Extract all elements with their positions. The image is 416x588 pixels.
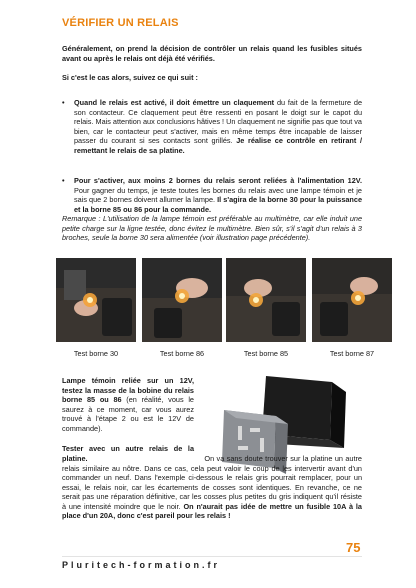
photo-caption: Test borne 86 bbox=[159, 349, 205, 358]
bullet-marker: • bbox=[62, 176, 65, 185]
bullet-1-paragraph bbox=[74, 98, 362, 155]
photo-test-borne-86 bbox=[142, 258, 222, 342]
lead-sentence: Si c'est le cas alors, suivez ce qui suit : bbox=[62, 73, 198, 82]
photo-caption: Test borne 30 bbox=[73, 349, 119, 358]
bullet-1-bold-b: Je réalise ce contrôle en retirant / remettant le relais de sa platine. bbox=[74, 136, 362, 155]
relay-photo-icon bbox=[312, 258, 392, 342]
relay-photo-icon bbox=[226, 258, 306, 342]
bullet-2-bold-a: Pour s'activer, aux moins 2 bornes du relais seront reliées à l'alimentation 12V. bbox=[74, 176, 362, 185]
intro-paragraph: Généralement, on prend la décision de contrôler un relais quand les fusibles situés avant ou après le relais ont déjà été vérifiés. bbox=[62, 44, 362, 63]
photo-test-borne-87 bbox=[312, 258, 392, 342]
page-number: 75 bbox=[346, 540, 361, 555]
bullet-2-text: Pour gagner du temps, je teste toutes les bornes du relais avec une lampe témoin et je sais que 2 bornes doivent allumer la lampe. bbox=[74, 185, 362, 204]
swap-test-paragraph bbox=[62, 454, 362, 521]
swap-text: On va sans doute trouver sur la platine un autre relais similaire au nôtre. Dans ce cas, cela peut valoir le coup de les intervertir avant d'un commander un neuf. Dans l'exemple ci-dessous le relais gris pourrait remplacer, pour un essai, le relais noir, car les écartements de cosses sont identiques. En revanche, ce ne serait pas une réparation définitive, car les cosses plus petites du gris indiquent qu'il résiste à une intensité moindre que le noir. bbox=[62, 454, 362, 511]
photo-caption: Test borne 85 bbox=[243, 349, 289, 358]
bullet-2-bold-b: Il s'agira de la borne 30 pour la puissance et la borne 85 ou 86 pour la commande. bbox=[74, 195, 363, 214]
remark-paragraph: Remarque : L'utilisation de la lampe témoin est préférable au multimètre, car elle induit une petite charge sur la ligne testée, donc évitez le multimètre. Bien sûr, s'il s'agit d'un relais à 3 broches, seule la borne 30 sera alimentée (voir illustration page précédente). bbox=[62, 214, 362, 242]
photo-test-borne-30 bbox=[56, 258, 136, 342]
swap-bold-b: On n'aurait pas idée de mettre un fusible 10A à la place d'un 20A, donc c'est pareil pour les relais ! bbox=[62, 501, 362, 520]
relay-photo-icon bbox=[56, 258, 136, 342]
bullet-marker: • bbox=[62, 98, 65, 107]
relay-photo-icon bbox=[142, 258, 222, 342]
photo-test-borne-85 bbox=[226, 258, 306, 342]
lamp-bold: Lampe témoin reliée sur un 12V, testez la masse de la bobine du relais borne 85 ou 86 bbox=[62, 376, 194, 404]
photo-caption: Test borne 87 bbox=[329, 349, 375, 358]
swap-bold: Tester avec un autre relais de la platine. bbox=[62, 444, 194, 463]
bullet-1-text: du fait de la fermeture de son contacteur. Ce claquement peut être ressenti en posant le doigt sur le capot du relais. Mais attention aux conclusions hâtives ! Un claquement ne signifie pas que tout va bien, car le contacteur peut s'activer, mais en même temps être incapable de laisser passer du courant si ses contacts sont grillés. bbox=[74, 98, 363, 145]
footer-divider bbox=[62, 556, 362, 557]
lamp-text: (en réalité, vous le saurez à ce moment, car vous aurez trouvé à l'étape 2 ou est le 12V de commande). bbox=[62, 395, 194, 433]
footer-website: Pluritech-formation.fr bbox=[62, 560, 221, 570]
lamp-paragraph bbox=[62, 376, 194, 433]
bullet-2-paragraph bbox=[74, 176, 362, 214]
bullet-1-bold-a: Quand le relais est activé, il doit émettre un claquement bbox=[74, 98, 275, 107]
section-title: VÉRIFIER UN RELAIS bbox=[62, 17, 179, 29]
